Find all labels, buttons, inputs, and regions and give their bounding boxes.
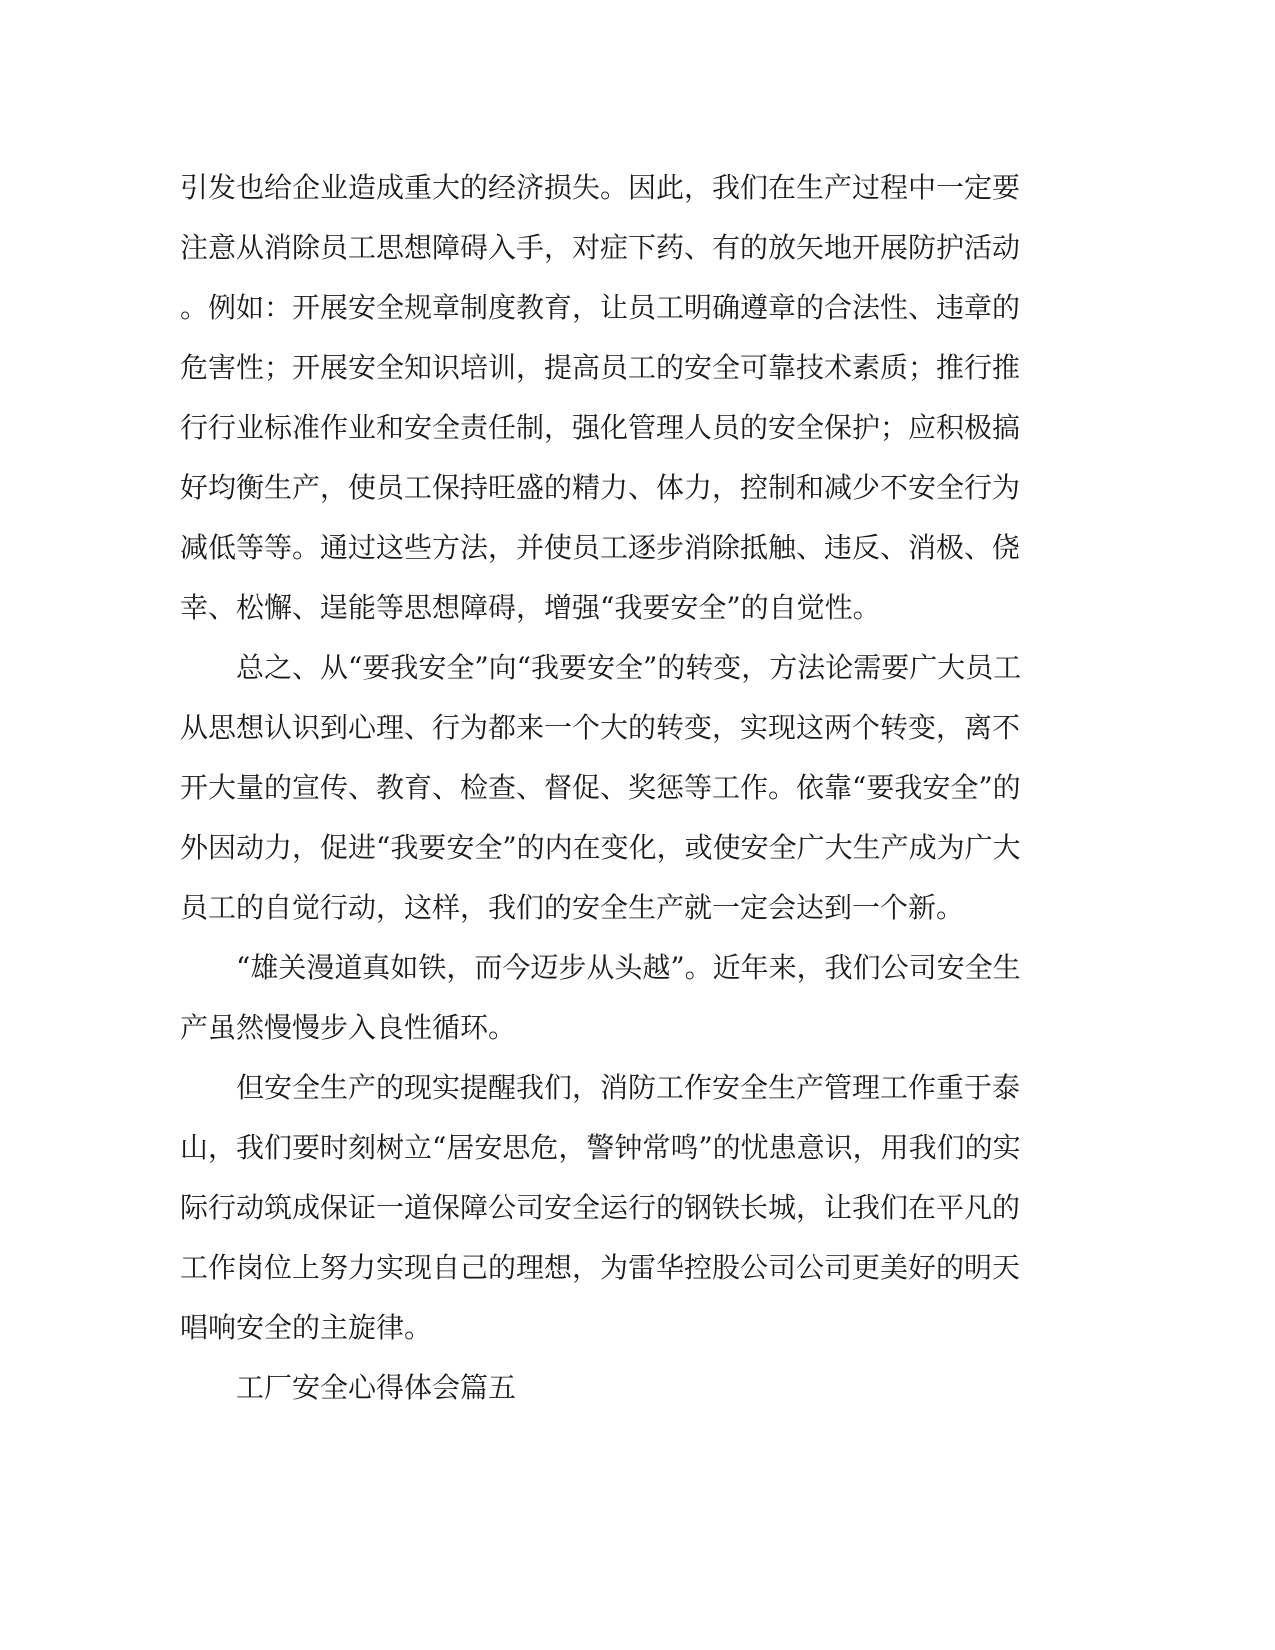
text-line: 减低等等。通过这些方法，并使员工逐步消除抵触、违反、消极、侥 [180, 531, 1021, 564]
text-line: 唱响安全的主旋律。 [180, 1311, 433, 1344]
text-line: 产虽然慢慢步入良性循环。 [180, 1011, 517, 1044]
section-heading: 工厂安全心得体会篇五 [180, 1371, 517, 1404]
paragraph-start-line: 但安全生产的现实提醒我们，消防工作安全生产管理工作重于泰 [180, 1071, 1021, 1104]
paragraph-start-line: 总之、从“要我安全”向“我要安全”的转变，方法论需要广大员工 [180, 651, 1022, 684]
text-line: 从思想认识到心理、行为都来一个大的转变，实现这两个转变，离不 [180, 711, 1021, 744]
text-line: 危害性；开展安全知识培训，提高员工的安全可靠技术素质；推行推 [180, 351, 1021, 384]
document-body [180, 158, 1080, 1418]
text-line: 山，我们要时刻树立“居安思危，警钟常鸣”的忧患意识，用我们的实 [180, 1131, 1021, 1164]
text-line: 。例如：开展安全规章制度教育，让员工明确遵章的合法性、违章的 [180, 291, 1021, 324]
text-line: 工作岗位上努力实现自己的理想，为雷华控股公司公司更美好的明天 [180, 1251, 1021, 1284]
text-line: 开大量的宣传、教育、检查、督促、奖惩等工作。依靠“要我安全”的 [180, 771, 1021, 804]
text-line: 行行业标准作业和安全责任制，强化管理人员的安全保护；应积极搞 [180, 411, 1021, 444]
text-line: 好均衡生产，使员工保持旺盛的精力、体力，控制和减少不安全行为 [180, 471, 1021, 504]
text-line: 引发也给企业造成重大的经济损失。因此，我们在生产过程中一定要 [180, 171, 1021, 204]
text-line: 注意从消除员工思想障碍入手，对症下药、有的放矢地开展防护活动 [180, 231, 1021, 264]
text-line: 外因动力，促进“我要安全”的内在变化，或使安全广大生产成为广大 [180, 831, 1021, 864]
text-line: 员工的自觉行动，这样，我们的安全生产就一定会达到一个新。 [180, 891, 965, 924]
text-line: 幸、松懈、逞能等思想障碍，增强“我要安全”的自觉性。 [180, 591, 881, 624]
text-line: 际行动筑成保证一道保障公司安全运行的钢铁长城，让我们在平凡的 [180, 1191, 1021, 1224]
paragraph-start-line: “雄关漫道真如铁，而今迈步从头越”。近年来，我们公司安全生 [180, 951, 1021, 984]
